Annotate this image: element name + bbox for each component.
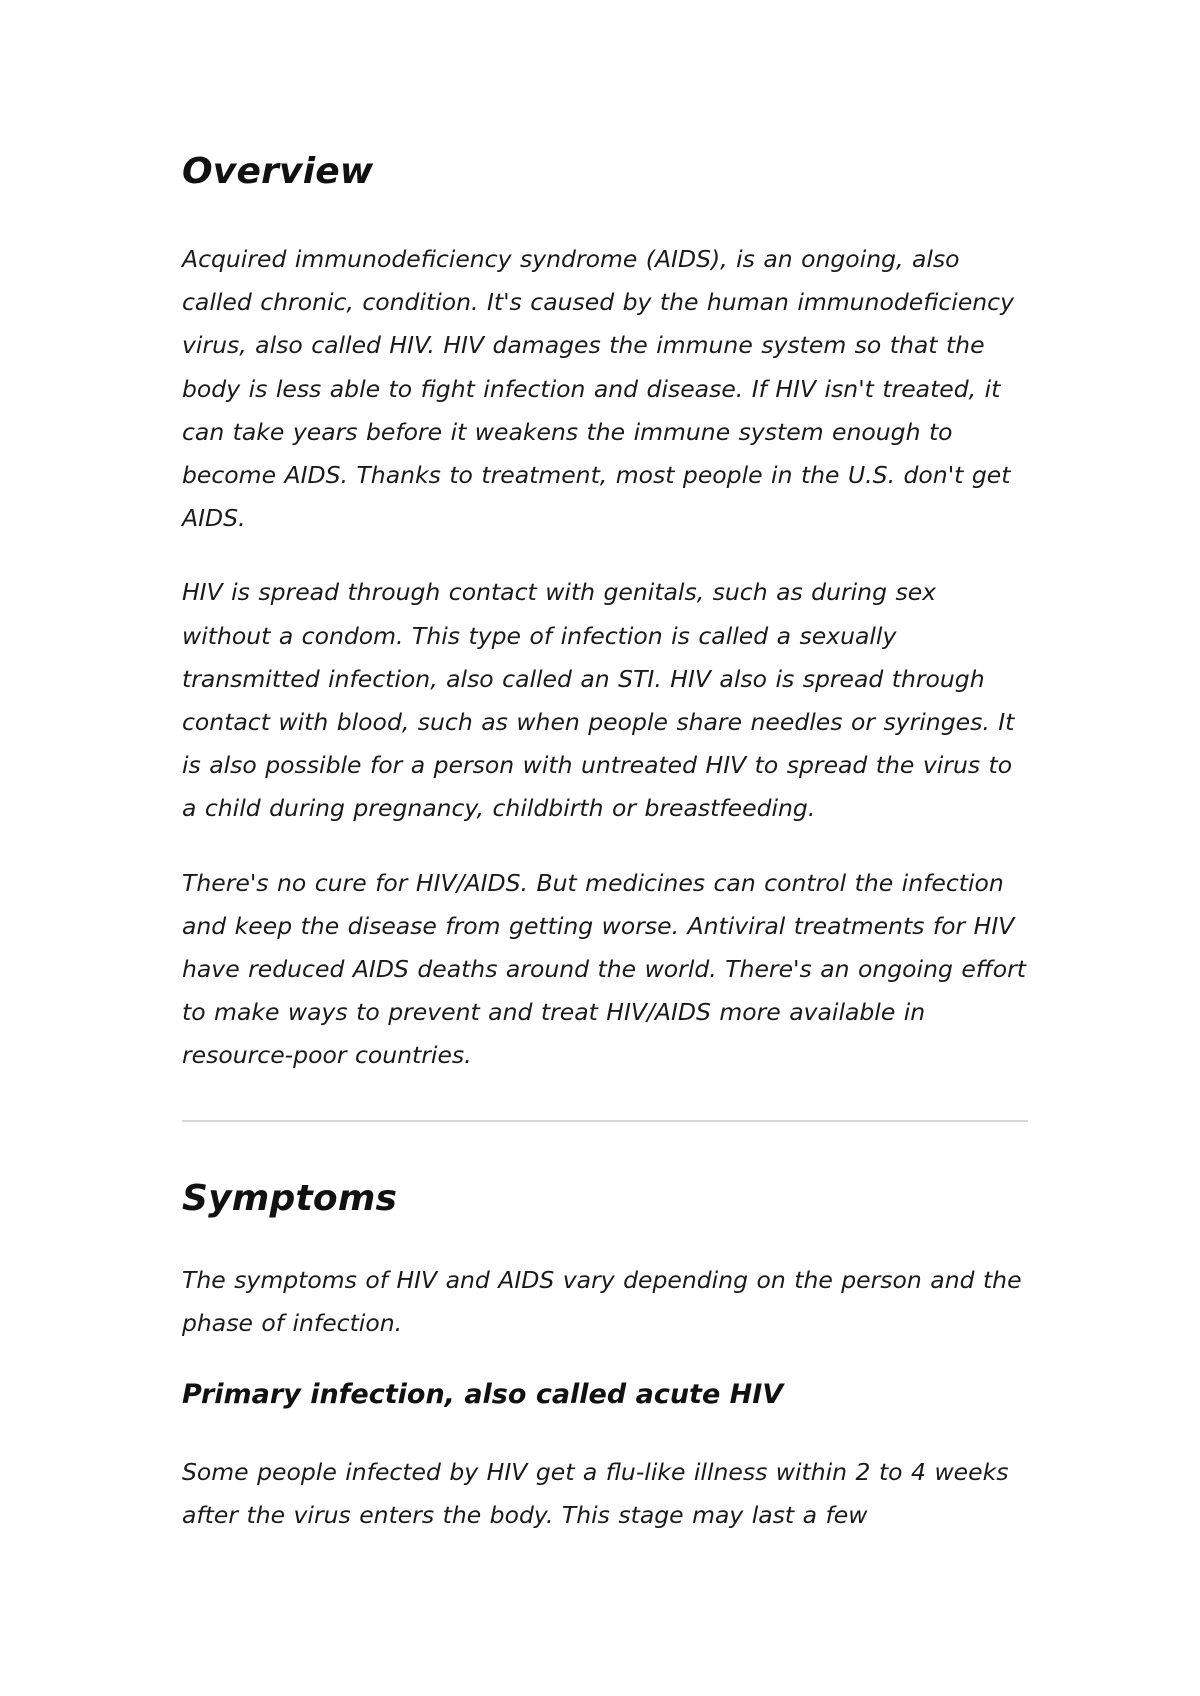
overview-heading: Overview (182, 151, 374, 192)
symptoms-heading: Symptoms (182, 1177, 398, 1219)
symptoms-intro: The symptoms of HIV and AIDS vary depending on the person and the phase of infection. (182, 1265, 1022, 1337)
overview-paragraph-2: HIV is spread through contact with genitals, such as during sex without a condom. This type of infection is called a sexually transmitted infection, also called an STI. HIV also is spread through contact with blood, such as when people share needles or syringes. It is also possible for a person with untreated HIV to spread the virus to a child during pregnancy, childbirth or breastfeeding. (182, 578, 1015, 823)
document-page (182, 150, 1028, 1537)
overview-paragraph-1: Acquired immunodeficiency syndrome (AIDS), is an ongoing, also called chronic, condition. It's caused by the human immunodeficiency virus, also called HIV. HIV damages the immune system so that the body is less able to fight infection and disease. If HIV isn't treated, it can take years before it weakens the immune system enough to become AIDS. Thanks to treatment, most people in the U.S. don't get AIDS. (182, 245, 1015, 533)
overview-paragraph-3: There's no cure for HIV/AIDS. But medicines can control the infection and keep the disease from getting worse. Antiviral treatments for HIV have reduced AIDS deaths around the world. There's an ongoing effort to make ways to prevent and treat HIV/AIDS more available in resource-poor countries. (182, 868, 1027, 1070)
primary-infection-heading: Primary infection, also called acute HIV (182, 1379, 784, 1411)
primary-infection-paragraph: Some people infected by HIV get a flu-like illness within 2 to 4 weeks after the virus enters the body. This stage may last a few (182, 1458, 1009, 1530)
